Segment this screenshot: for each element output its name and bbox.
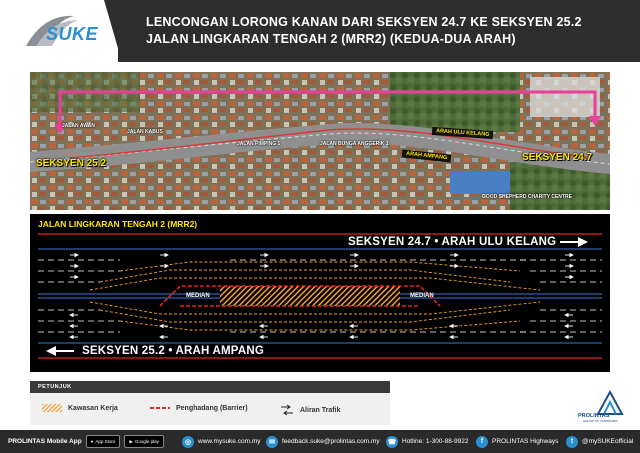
work-zone-icon [42,404,62,412]
work-zone-area [220,286,400,306]
prolintas-name: PROLINTAS [578,413,610,419]
footer-app [8,430,164,453]
app-store-label: App Store [95,439,116,444]
label-jalan-bunga-anggerik: JALAN BUNGA ANGGERIK 1 [320,141,389,147]
footer-hotline[interactable] [386,430,469,453]
page-title: LENCONGAN LORONG KANAN DARI SEKSYEN 24.7 KE SEKSYEN 25.2 [146,15,582,29]
legend-item-work-zone [42,404,118,412]
play-icon: ▶ [129,438,133,444]
median-label-right: MEDIAN [410,293,434,299]
app-store-badge[interactable] [86,435,121,448]
label-jalan-kabus: JALAN KABUS [127,129,163,135]
lane-diagram [30,214,610,372]
footer-email[interactable] [266,430,380,453]
aerial-map [30,72,610,210]
barrier-icon [150,404,170,412]
footer-facebook[interactable] [476,430,558,453]
phone-icon: ☎ [386,436,398,448]
tag-arah-ulu-kelang: ARAH ULU KELANG [432,127,494,139]
legend-work-zone-label: Kawasan Kerja [68,404,118,412]
label-seksyen-24-7: SEKSYEN 24.7 [522,152,593,163]
footer [0,430,640,453]
footer-twitter[interactable] [566,430,633,453]
median-label-left: MEDIAN [186,293,210,299]
destination-top: SEKSYEN 24.7 • ARAH ULU KELANG [348,236,557,248]
label-jalan-awan: JALAN AWAN [62,123,95,129]
legend-barrier-label: Penghadang (Barrier) [176,404,248,412]
label-jalan-pimping: JALAN PIMPING 1 [237,141,281,147]
page-subtitle: JALAN LINGKARAN TENGAH 2 (MRR2) (KEDUA-DUA ARAH) [146,32,516,46]
label-good-shepherd: GOOD SHEPHERD CHARITY CENTRE [482,194,572,200]
footer-app-label: PROLINTAS Mobile App [8,438,82,445]
twitter-icon: t [566,436,578,448]
legend-item-traffic [280,404,340,416]
footer-facebook-text: PROLINTAS Highways [492,438,559,445]
google-play-badge[interactable] [124,435,164,448]
apple-icon: ● [90,439,94,444]
header-band [118,0,640,62]
header [0,0,640,62]
email-icon: ✉ [266,436,278,448]
traffic-flow-icon [280,404,294,416]
legend-heading: PETUNJUK [30,381,390,393]
footer-website-text: www.mysuke.com.my [198,438,261,445]
facebook-icon: f [476,436,488,448]
logo-text: SUKE [46,24,99,44]
tag-arah-ampang: ARAH AMPANG [402,149,452,162]
legend-traffic-label: Aliran Trafik [300,406,341,414]
diagram-title: JALAN LINGKARAN TENGAH 2 (MRR2) [38,219,198,229]
footer-email-text: feedback.suke@prolintas.com.my [282,438,380,445]
legend [30,381,390,425]
globe-icon: ◎ [182,436,194,448]
legend-item-barrier [150,404,248,412]
label-seksyen-25-2: SEKSYEN 25.2 [36,158,107,169]
footer-hotline-text: Hotline: 1-300-88-9922 [402,438,469,445]
destination-bottom: SEKSYEN 25.2 • ARAH AMPANG [82,345,264,357]
footer-website[interactable] [182,430,260,453]
prolintas-tagline: GROUP OF COMPANIES [583,419,618,423]
footer-twitter-text: @mySUKEofficial [582,438,634,445]
google-play-label: Google play [134,439,159,444]
